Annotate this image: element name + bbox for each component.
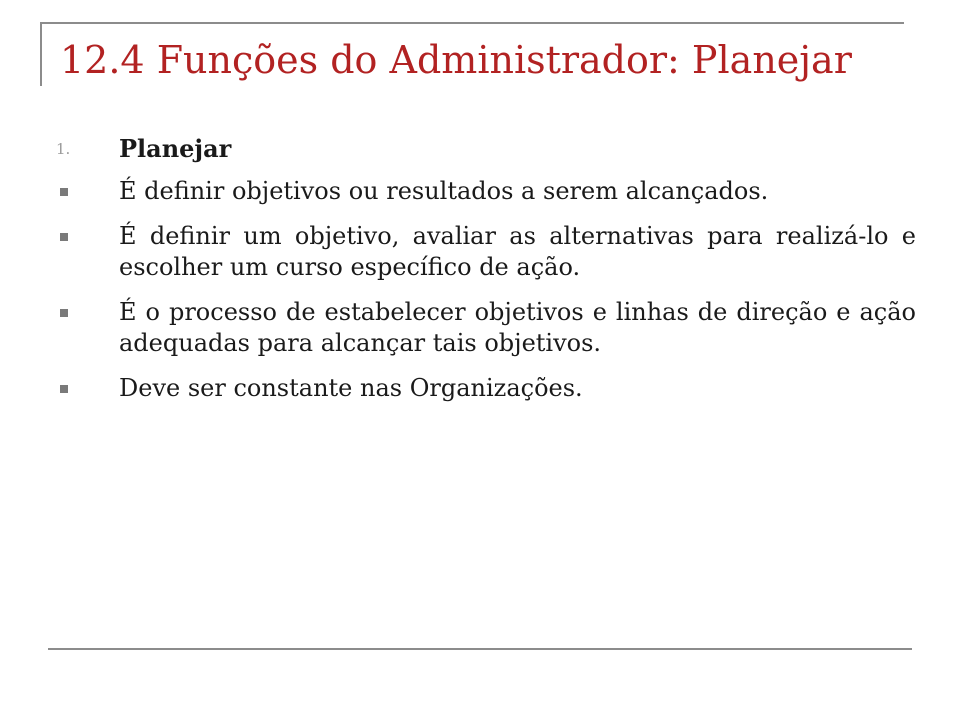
list-item <box>56 221 916 283</box>
slide-body <box>56 130 916 418</box>
heading-number: 1. <box>56 140 71 158</box>
square-bullet-icon <box>60 233 68 241</box>
bullet-text: É o processo de estabelecer objetivos e linhas de direção e ação adequadas para alcançar tais objetivos. <box>119 298 916 357</box>
bottom-rule <box>48 648 912 650</box>
bullet-list <box>56 176 916 404</box>
list-item <box>56 297 916 359</box>
numbered-heading <box>56 130 916 176</box>
left-rule <box>40 22 42 86</box>
square-bullet-icon <box>60 188 68 196</box>
bullet-text: É definir objetivos ou resultados a serem alcançados. <box>119 177 769 205</box>
square-bullet-icon <box>60 309 68 317</box>
top-rule <box>40 22 904 24</box>
heading-text: Planejar <box>119 134 232 163</box>
slide-title: 12.4 Funções do Administrador: Planejar <box>60 38 852 82</box>
bullet-text: É definir um objetivo, avaliar as alternativas para realizá-lo e escolher um curso específico de ação. <box>119 222 916 281</box>
list-item <box>56 176 916 207</box>
list-item <box>56 373 916 404</box>
square-bullet-icon <box>60 385 68 393</box>
bullet-text: Deve ser constante nas Organizações. <box>119 374 583 402</box>
